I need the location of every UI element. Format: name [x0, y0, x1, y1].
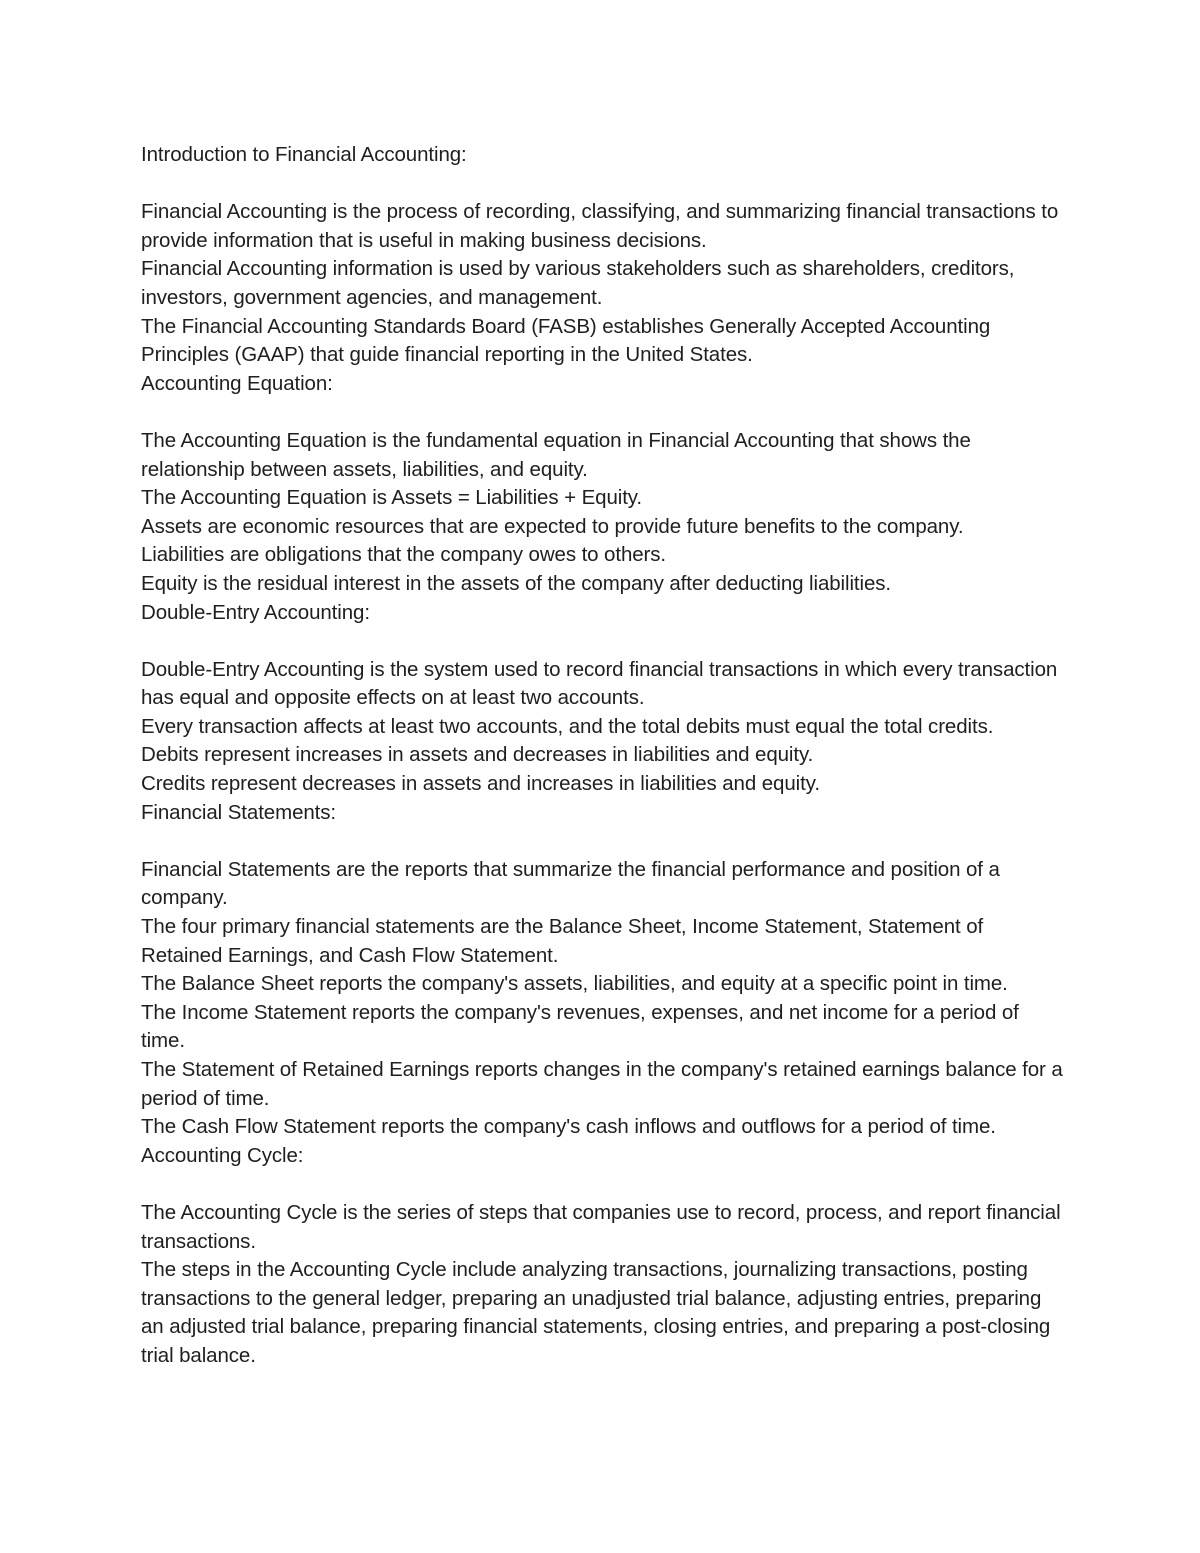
- section-heading-double-entry: Double-Entry Accounting:: [141, 600, 370, 624]
- paragraph: The Financial Accounting Standards Board (FASB) establishes Generally Accepted Accounting Principles (GAAP) that guide financial reporting in the United States.: [141, 314, 991, 367]
- paragraph: Assets are economic resources that are expected to provide future benefits to the company.: [141, 514, 964, 538]
- paragraph: The Accounting Equation is Assets = Liabilities + Equity.: [141, 486, 643, 510]
- blank-line: [141, 627, 1066, 656]
- paragraph: The Accounting Cycle is the series of steps that companies use to record, process, and report financial transactions.: [141, 1200, 1061, 1253]
- blank-line: [141, 398, 1066, 427]
- paragraph: The Cash Flow Statement reports the company's cash inflows and outflows for a period of time.: [141, 1115, 996, 1139]
- paragraph: Every transaction affects at least two accounts, and the total debits must equal the total credits.: [141, 714, 994, 738]
- paragraph: Liabilities are obligations that the company owes to others.: [141, 543, 667, 567]
- paragraph: Financial Statements are the reports that summarize the financial performance and position of a company.: [141, 857, 1000, 910]
- section-heading-introduction: Introduction to Financial Accounting:: [141, 143, 467, 166]
- paragraph: The Income Statement reports the company's revenues, expenses, and net income for a period of time.: [141, 1000, 1019, 1053]
- paragraph: Credits represent decreases in assets and increases in liabilities and equity.: [141, 772, 820, 796]
- paragraph: Equity is the residual interest in the assets of the company after deducting liabilities.: [141, 571, 892, 595]
- paragraph: Financial Accounting information is used by various stakeholders such as shareholders, creditors, investors, government agencies, and management.: [141, 257, 1015, 309]
- blank-line: [141, 170, 1066, 199]
- paragraph: Double-Entry Accounting is the system used to record financial transactions in which every transaction has equal and opposite effects on at least two accounts.: [141, 657, 1058, 710]
- blank-line: [141, 827, 1066, 856]
- section-heading-accounting-equation: Accounting Equation:: [141, 371, 333, 395]
- paragraph: The Statement of Retained Earnings reports changes in the company's retained earnings balance for a period of time.: [141, 1058, 1063, 1110]
- paragraph: The steps in the Accounting Cycle include analyzing transactions, journalizing transactions, posting transactions to the general ledger, preparing an unadjusted trial balance, adjusting entries, preparing an adjusted trial balance, preparing financial statements, closing entries, and preparing a post-closing trial balance.: [141, 1258, 1051, 1367]
- paragraph: The Balance Sheet reports the company's assets, liabilities, and equity at a specific point in time.: [141, 972, 1008, 996]
- section-heading-accounting-cycle: Accounting Cycle:: [141, 1143, 304, 1167]
- paragraph: The four primary financial statements are the Balance Sheet, Income Statement, Statement of Retained Earnings, and Cash Flow Statement.: [141, 915, 984, 967]
- blank-line: [141, 1170, 1066, 1199]
- paragraph: The Accounting Equation is the fundamental equation in Financial Accounting that shows the relationship between assets, liabilities, and equity.: [141, 428, 971, 481]
- paragraph: Debits represent increases in assets and decreases in liabilities and equity.: [141, 743, 814, 767]
- section-heading-financial-statements: Financial Statements:: [141, 800, 337, 824]
- paragraph: Financial Accounting is the process of recording, classifying, and summarizing financial transactions to provide information that is useful in making business decisions.: [141, 200, 1059, 252]
- document-page: [141, 141, 1066, 1371]
